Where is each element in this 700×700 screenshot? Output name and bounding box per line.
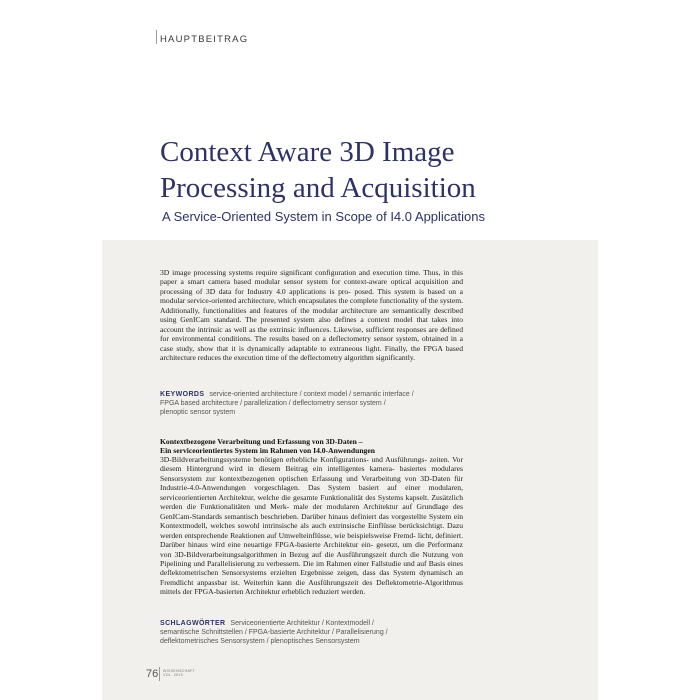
abstract-line: Verarbeitung von 3D-Daten für Industrie-4.0-Anwendungen vorgeschlagen. Das System xyxy=(160,473,464,493)
abstract-line: defined for environmental conditions. The results based on a deflectometry sensor xyxy=(160,324,464,344)
abstract-line: posed. This system is based on a modular service-oriented architecture, which xyxy=(160,286,463,306)
abstract-line: optical acquisition and processing of 3D data for Industry 4.0 applications is pro- xyxy=(160,277,463,296)
keywords-line: FPGA based architecture / parallelization / deflectometry sensor system / xyxy=(160,400,386,408)
abstract-line: FPGA-basierten Architektur erheblich reduziert werden. xyxy=(194,587,366,597)
article-title-line-1: Context Aware 3D Image xyxy=(160,136,455,168)
page-number-divider xyxy=(159,667,160,681)
abstract-line: Weiterhin kann die Ausführungszeit des Deflektometrie-Algorithmus mittels der xyxy=(160,577,464,597)
abstract-line: deflectometry algorithm significantly. xyxy=(300,353,416,363)
abstract-line: encapsulates the complete functionality of the system. Additionally, functionalities xyxy=(160,296,463,315)
german-title-line-1: Kontextbezogene Verarbeitung und Erfassung von 3D-Daten – xyxy=(160,437,363,446)
abstract-line: light. Finally, the FPGA based architecture reduces the execution time of the xyxy=(160,343,463,363)
abstract-line: the intrinsic as well as the extrinsic influences. Likewise, sufficient responses are xyxy=(186,324,438,334)
keywords-line: plenoptic sensor system xyxy=(160,409,236,417)
abstract-line: system, obtained in a case study, show that it is dynamically adaptable to extraneous xyxy=(160,334,463,353)
german-title-line-2: Ein serviceorientiertes System im Rahmen von I4.0-Anwendungen xyxy=(160,446,375,456)
abstract-line: 3D image processing systems require significant configuration and execution time. xyxy=(160,268,421,277)
article-title-line-2: Processing and Acquisition xyxy=(160,172,476,204)
schlagwoerter-block xyxy=(160,619,463,647)
schlagwoerter-label: SCHLAGWÖRTER xyxy=(160,620,226,627)
abstract-line: and features of the modular architecture are semantically described using GenICam xyxy=(160,305,464,325)
abstract-line: werden entsprechende Reaktionen auf Umwelteinflüsse, wie beispielsweise Fremd- xyxy=(160,530,416,540)
keywords-block xyxy=(160,390,463,418)
abstract-line: 3D-Bildverarbeitungssysteme benötigen erhebliche Konfigurations- und Ausführungs- xyxy=(160,455,427,464)
section-label: HAUPTBEITRAG xyxy=(160,34,249,45)
schlagwoerter-line: Serviceorientierte Architektur / Kontextmodell / xyxy=(230,620,374,627)
abstract-line: Thus, in this paper a smart camera based modular sensor system for context-aware xyxy=(160,268,463,287)
magazine-info xyxy=(163,669,195,678)
keywords-line: service-oriented architecture / context model / semantic interface / xyxy=(209,391,414,398)
magazine-line-1: WISSENSCHAFT xyxy=(163,669,196,673)
journal-page xyxy=(102,0,598,700)
abstract-german xyxy=(160,455,463,597)
abstract-line: Die im Rahmen einer Fallstudie und auf Basis eines deflektometrischen Sensorsystems xyxy=(160,558,463,578)
abstract-line: gesetzt, um die Performanz von 3D-Bildverarbeitungsalgorithmen in Bezug auf die xyxy=(160,540,463,559)
article-title xyxy=(160,134,580,206)
abstract-english xyxy=(160,268,463,363)
abstract-line: basiertes modulares Sensorsystem zur kontextbezogenen optischen Erfassung und xyxy=(160,464,463,483)
abstract-line: licht, definiert. Darüber hinaus wird eine neuartige FPGA-basierte Architektur ein- xyxy=(160,530,463,550)
abstract-line: beschrieben. Darüber hinaus definiert das vorgestellte System ein Kontextmodell, xyxy=(160,511,463,531)
abstract-line: Ausführungszeit durch die Nutzung von Pipelining und Parallelisierung zu verbessern. xyxy=(160,549,463,568)
keywords-label: KEYWORDS xyxy=(160,391,205,398)
abstract-line: male der modularen Architektur auf Grundlage des GenICam-Standards semantisch xyxy=(160,502,463,521)
german-title xyxy=(160,437,463,455)
schlagwoerter-line: deflektometrisches Sensorsystem / plenoptisches Sensorsystem xyxy=(160,638,360,646)
section-divider xyxy=(156,30,157,44)
magazine-line-2: VOL. 2019 xyxy=(163,673,183,678)
schlagwoerter-line: semantische Schnittstellen / FPGA-basierte Architektur / Parallelisierung / xyxy=(160,629,388,637)
abstract-line: Funktionalität des Systems kapselt. Zusätzlich werden die Funktionalitäten und Merk- xyxy=(160,492,463,512)
abstract-line: erzielten Ergebnisse zeigen, dass das System dynamisch an Fremdlicht anpassbar ist. xyxy=(160,568,463,587)
abstract-line: standard. The presented system also defines a context model that takes into account xyxy=(160,315,464,334)
article-subtitle: A Service-Oriented System in Scope of I4.0 Applications xyxy=(162,209,486,224)
abstract-line: zeiten. Vor diesem Hintergrund wird in diesem Beitrag ein intelligentes kamera- xyxy=(160,455,463,474)
page-number: 76 xyxy=(146,668,159,680)
abstract-line: welches sowohl intrinsische als auch extrinsische Einflüsse berücksichtigt. Dazu xyxy=(210,521,463,531)
abstract-line: basiert auf einer modularen, serviceorientierten Architektur, welche die gesamte xyxy=(160,483,463,502)
